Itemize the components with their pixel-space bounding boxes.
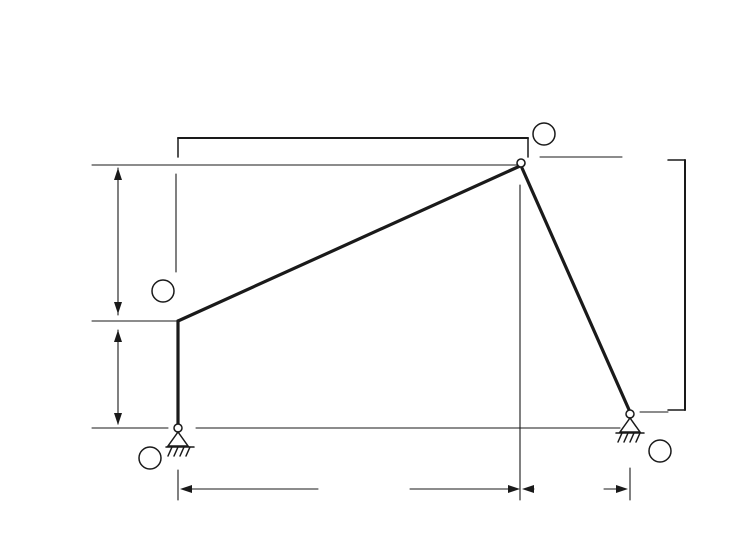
node-circle-4 bbox=[649, 440, 671, 462]
pin-support-node-1 bbox=[166, 424, 194, 456]
pin-support-node-4 bbox=[616, 410, 644, 442]
frame-members bbox=[178, 166, 630, 424]
hinge-node-3 bbox=[517, 159, 525, 167]
dimension-arrows bbox=[114, 168, 628, 493]
node-circle-1 bbox=[139, 447, 161, 469]
member-2-3 bbox=[178, 166, 520, 321]
node-circle-3 bbox=[533, 123, 555, 145]
top-distributed-load bbox=[178, 138, 528, 157]
right-distributed-load bbox=[668, 160, 685, 410]
member-3-4 bbox=[522, 168, 630, 412]
node-circle-2 bbox=[152, 280, 174, 302]
